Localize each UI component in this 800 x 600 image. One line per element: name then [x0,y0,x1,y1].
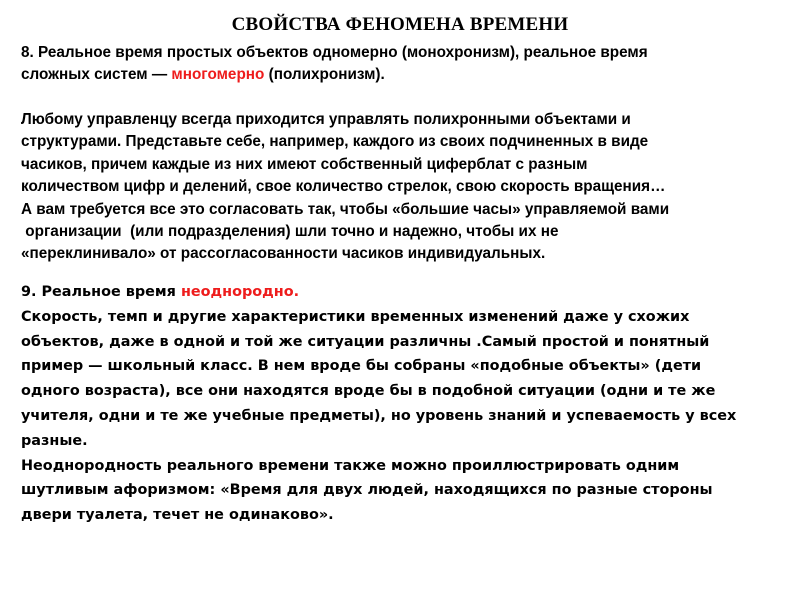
paragraph-line: А вам требуется все это согласовать так, чтобы «большие часы» управляемой вами [21,200,670,218]
paragraph-line: часиков, причем каждые из них имеют собственный циферблат с разным [21,155,588,173]
section-9-heading-start: 9. Реальное время [21,284,181,300]
paragraph-line: структурами. Представьте себе, например, каждого из своих подчиненных в виде [21,133,649,151]
section-9-line: пример — школьный класс. В нем вроде бы собраны «подобные объекты» (дети [21,358,702,375]
section-9 [21,280,783,528]
section-9-line: двери туалета, течет не одинаково». [21,507,334,524]
section-9-line: учителя, одни и те же учебные предметы), но уровень знаний и успеваемость у всех [21,407,737,424]
highlight-multidimensional: многомерно [171,66,265,84]
slide-title: СВОЙСТВА ФЕНОМЕНА ВРЕМЕНИ [231,14,569,35]
paragraph-line: Любому управленцу всегда приходится управлять полихронными объектами и [21,111,631,128]
section-9-line: шутливым афоризмом: «Время для двух людей, находящихся по разные стороны [21,482,713,499]
section-9-line: Скорость, темп и другие характеристики временных изменений даже у схожих [21,308,690,325]
section-9-heading [21,280,783,305]
section-8-line-2-start: сложных систем — [21,66,172,84]
section-9-line: Неоднородность реального времени также можно проиллюстрировать одним [21,457,680,474]
section-8-intro [21,42,783,87]
section-9-line: разные. [21,432,88,449]
paragraph-line: количеством цифр и делений, свое количество стрелок, свою скорость вращения… [21,178,666,196]
paragraph-line: «переклинивало» от рассогласованности часиков индивидуальных. [21,245,546,263]
highlight-heterogeneous: неоднородно. [180,284,300,300]
section-8-line-1: 8. Реальное время простых объектов одномерно (монохронизм), реальное время [21,44,648,61]
section-9-line: одного возраста), все они находятся вроде бы в подобной ситуации (одни и те же [21,383,716,400]
section-8-paragraph [21,109,783,266]
section-9-line: объектов, даже в одной и той же ситуации различны .Самый простой и понятный [21,333,710,350]
paragraph-line: организации (или подразделения) шли точно и надежно, чтобы их не [21,223,559,241]
section-8-line-2 [21,64,783,86]
section-8-line-2-end: (полихронизм). [264,66,385,84]
